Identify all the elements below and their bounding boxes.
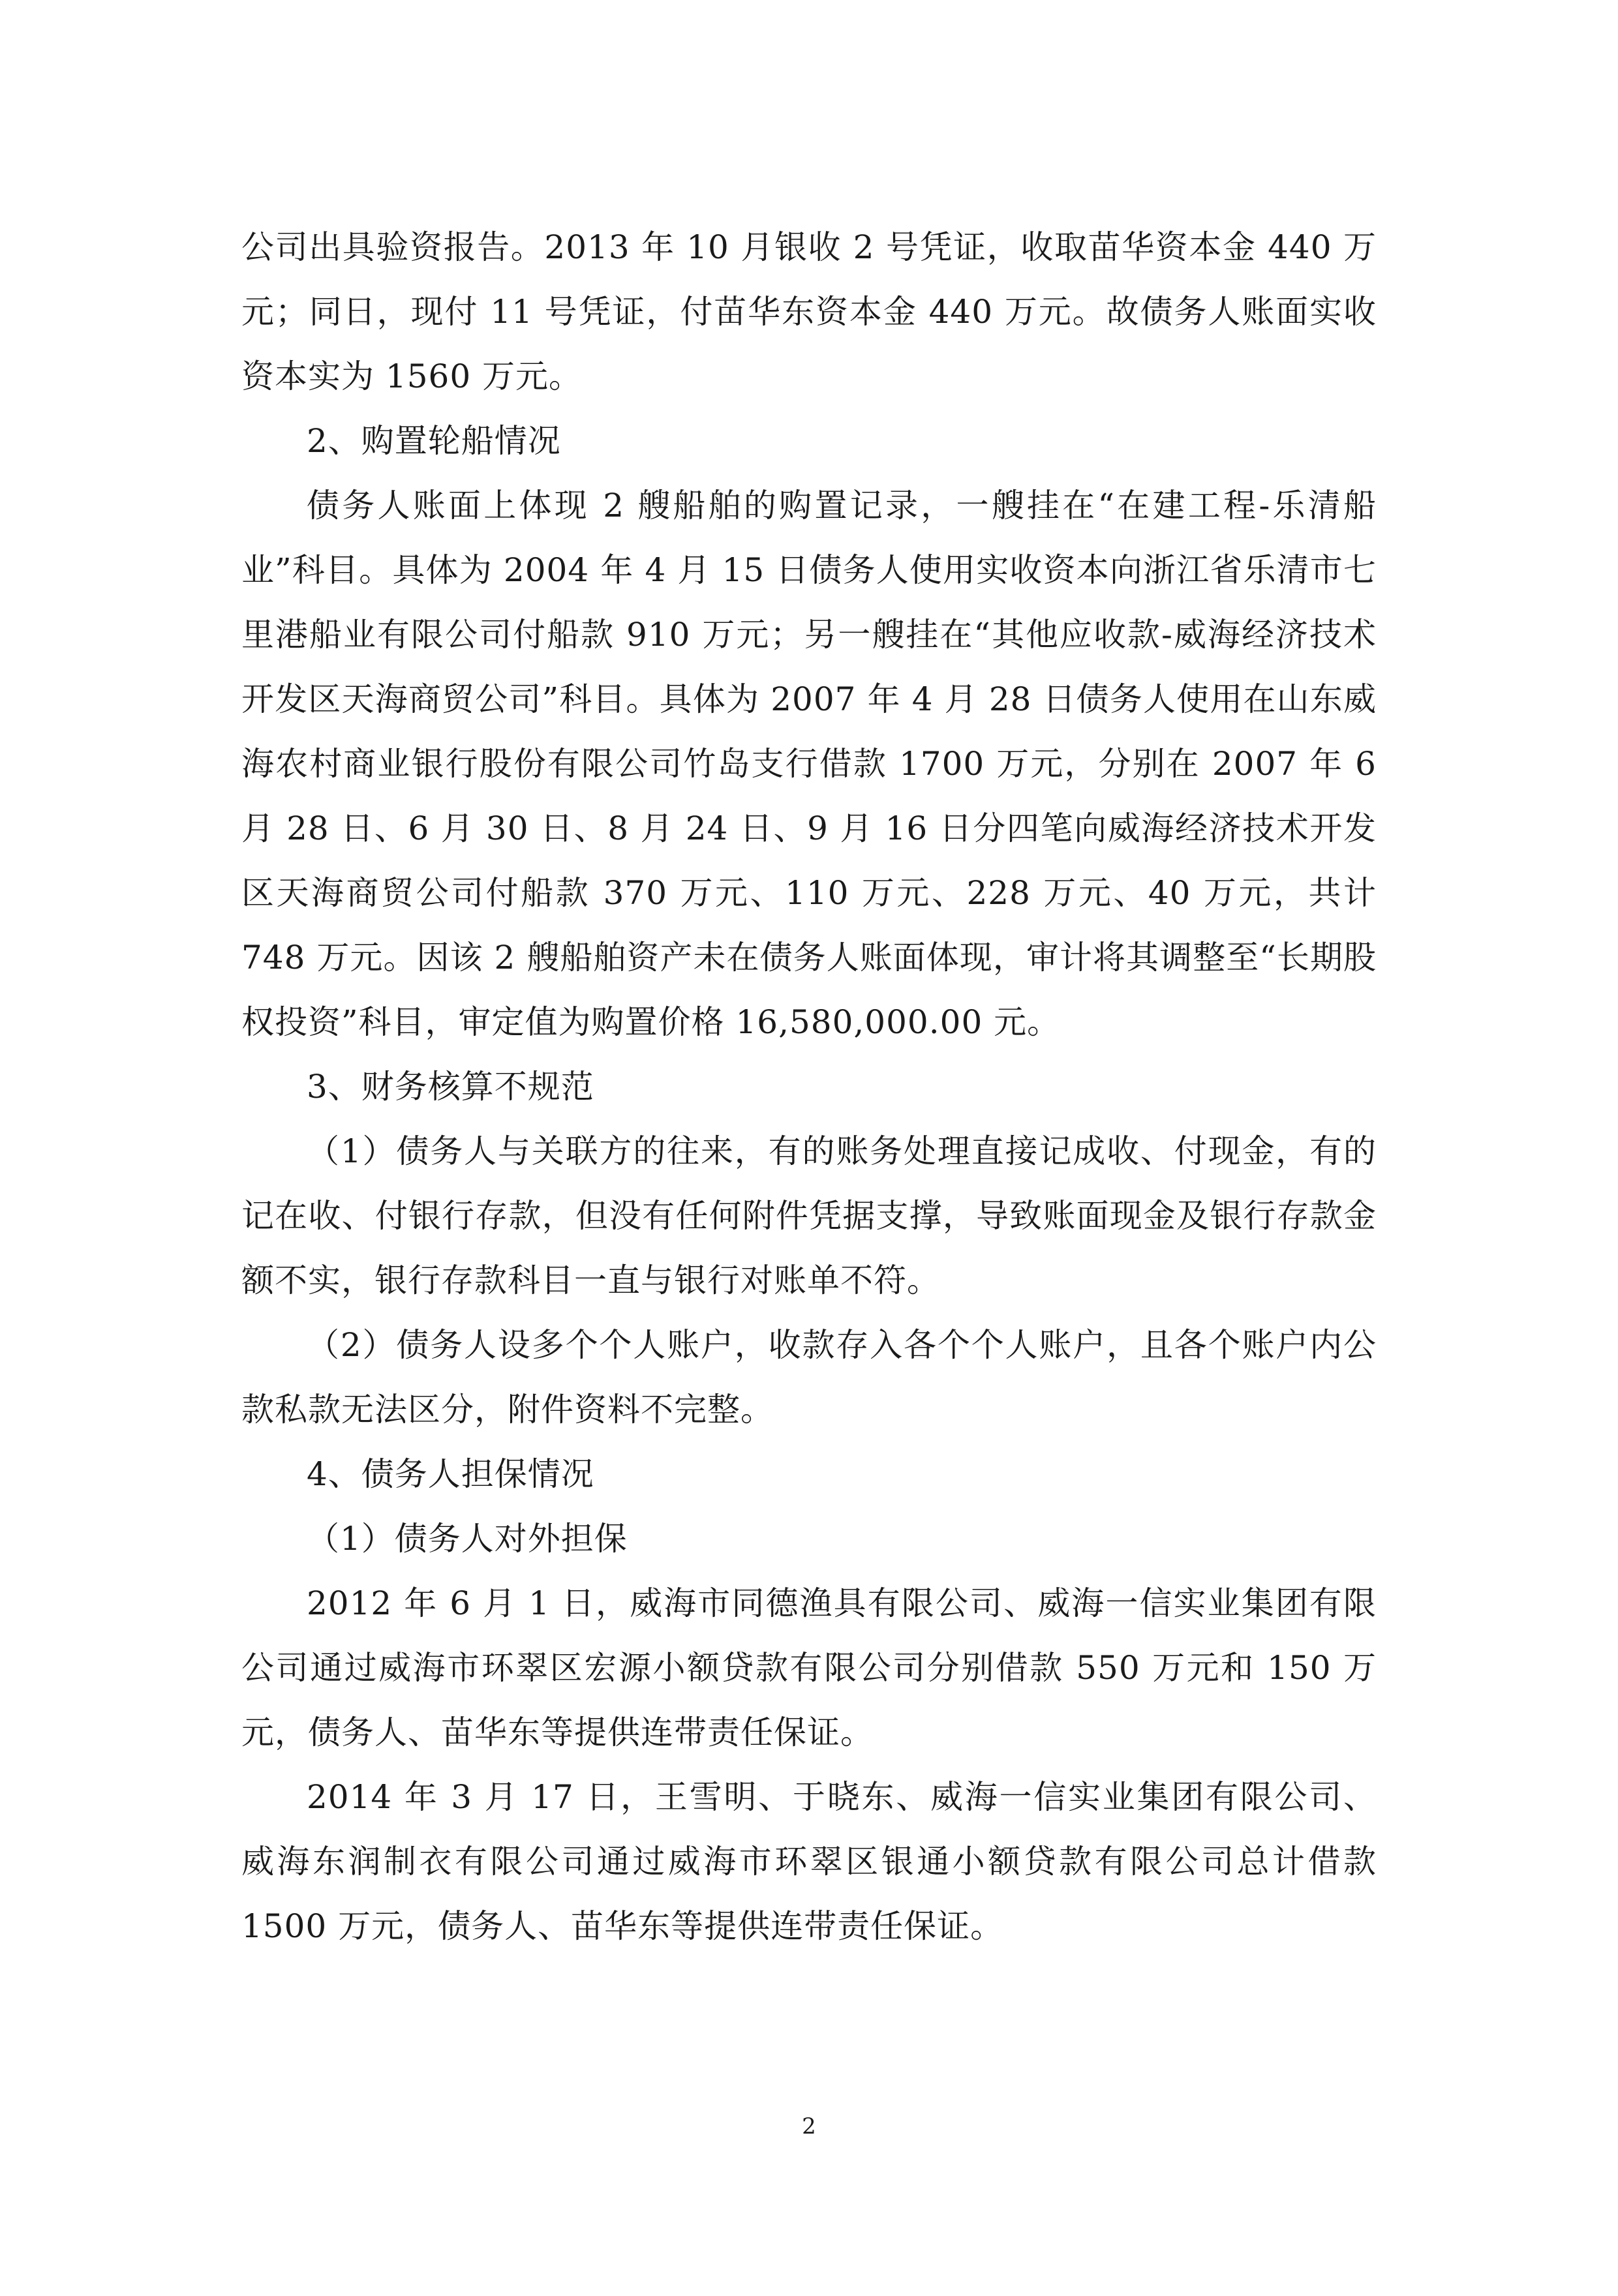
subheading-external-guarantees: （1）债务人对外担保 — [307, 1520, 628, 1558]
paragraph-related-party-transactions: （1）债务人与关联方的往来，有的账务处理直接记成收、付现金，有的记在收、付银行存款，但没有任何附件凭据支撑，导致账面现金及银行存款金额不实，银行存款科目一直与银行对账单不符。 — [241, 1132, 1377, 1299]
paragraph-guarantee-2012: 2012 年 6 月 1 日，威海市同德渔具有限公司、威海一信实业集团有限公司通过威海市环翠区宏源小额贷款有限公司分别借款 550 万元和 150 万元，债务人、苗华东等提供连带责任保证。 — [241, 1584, 1377, 1751]
paragraph-guarantee-2014: 2014 年 3 月 17 日，王雪明、于晓东、威海一信实业集团有限公司、威海东润制衣有限公司通过威海市环翠区银通小额贷款有限公司总计借款 1500 万元，债务人、苗华东等提供连带责任保证。 — [241, 1778, 1377, 1945]
paragraph-capital-verification: 公司出具验资报告。2013 年 10 月银收 2 号凭证，收取苗华资本金 440 万元；同日，现付 11 号凭证，付苗华东资本金 440 万元。故债务人账面实收资本实为 1560 万元。 — [241, 228, 1377, 395]
paragraph-ship-purchase: 债务人账面上体现 2 艘船舶的购置记录，一艘挂在“在建工程-乐清船业”科目。具体为 2004 年 4 月 15 日债务人使用实收资本向浙江省乐清市七里港船业有限公司付船款 910 万元；另一艘挂在“其他应收款-威海经济技术开发区天海商贸公司”科目。具体为 2007 年 4 月 28 日债务人使用在山东威海农村商业银行股份有限公司竹岛支行借款 1700 万元，分别在 2007 年 6 月 28 日、6 月 30 日、8 月 24 日、9 月 16 日分四笔向威海经济技术开发区天海商贸公司付船款 370 万元、110 万元、228 万元、40 万元，共计 748 万元。因该 2 艘船舶资产未在债务人账面体现，审计将其调整至“长期股权投资”科目，审定值为购置价格 16,580,000.00 元。 — [241, 487, 1377, 1041]
heading-ship-purchase: 2、购置轮船情况 — [307, 422, 561, 460]
heading-accounting-irregularities: 3、财务核算不规范 — [307, 1068, 594, 1106]
paragraph-personal-accounts: （2）债务人设多个个人账户，收款存入各个个人账户，且各个账户内公款私款无法区分，附件资料不完整。 — [241, 1326, 1377, 1428]
heading-guarantees: 4、债务人担保情况 — [307, 1455, 594, 1493]
document-body — [241, 215, 1377, 1959]
page-number: 2 — [802, 2113, 816, 2139]
